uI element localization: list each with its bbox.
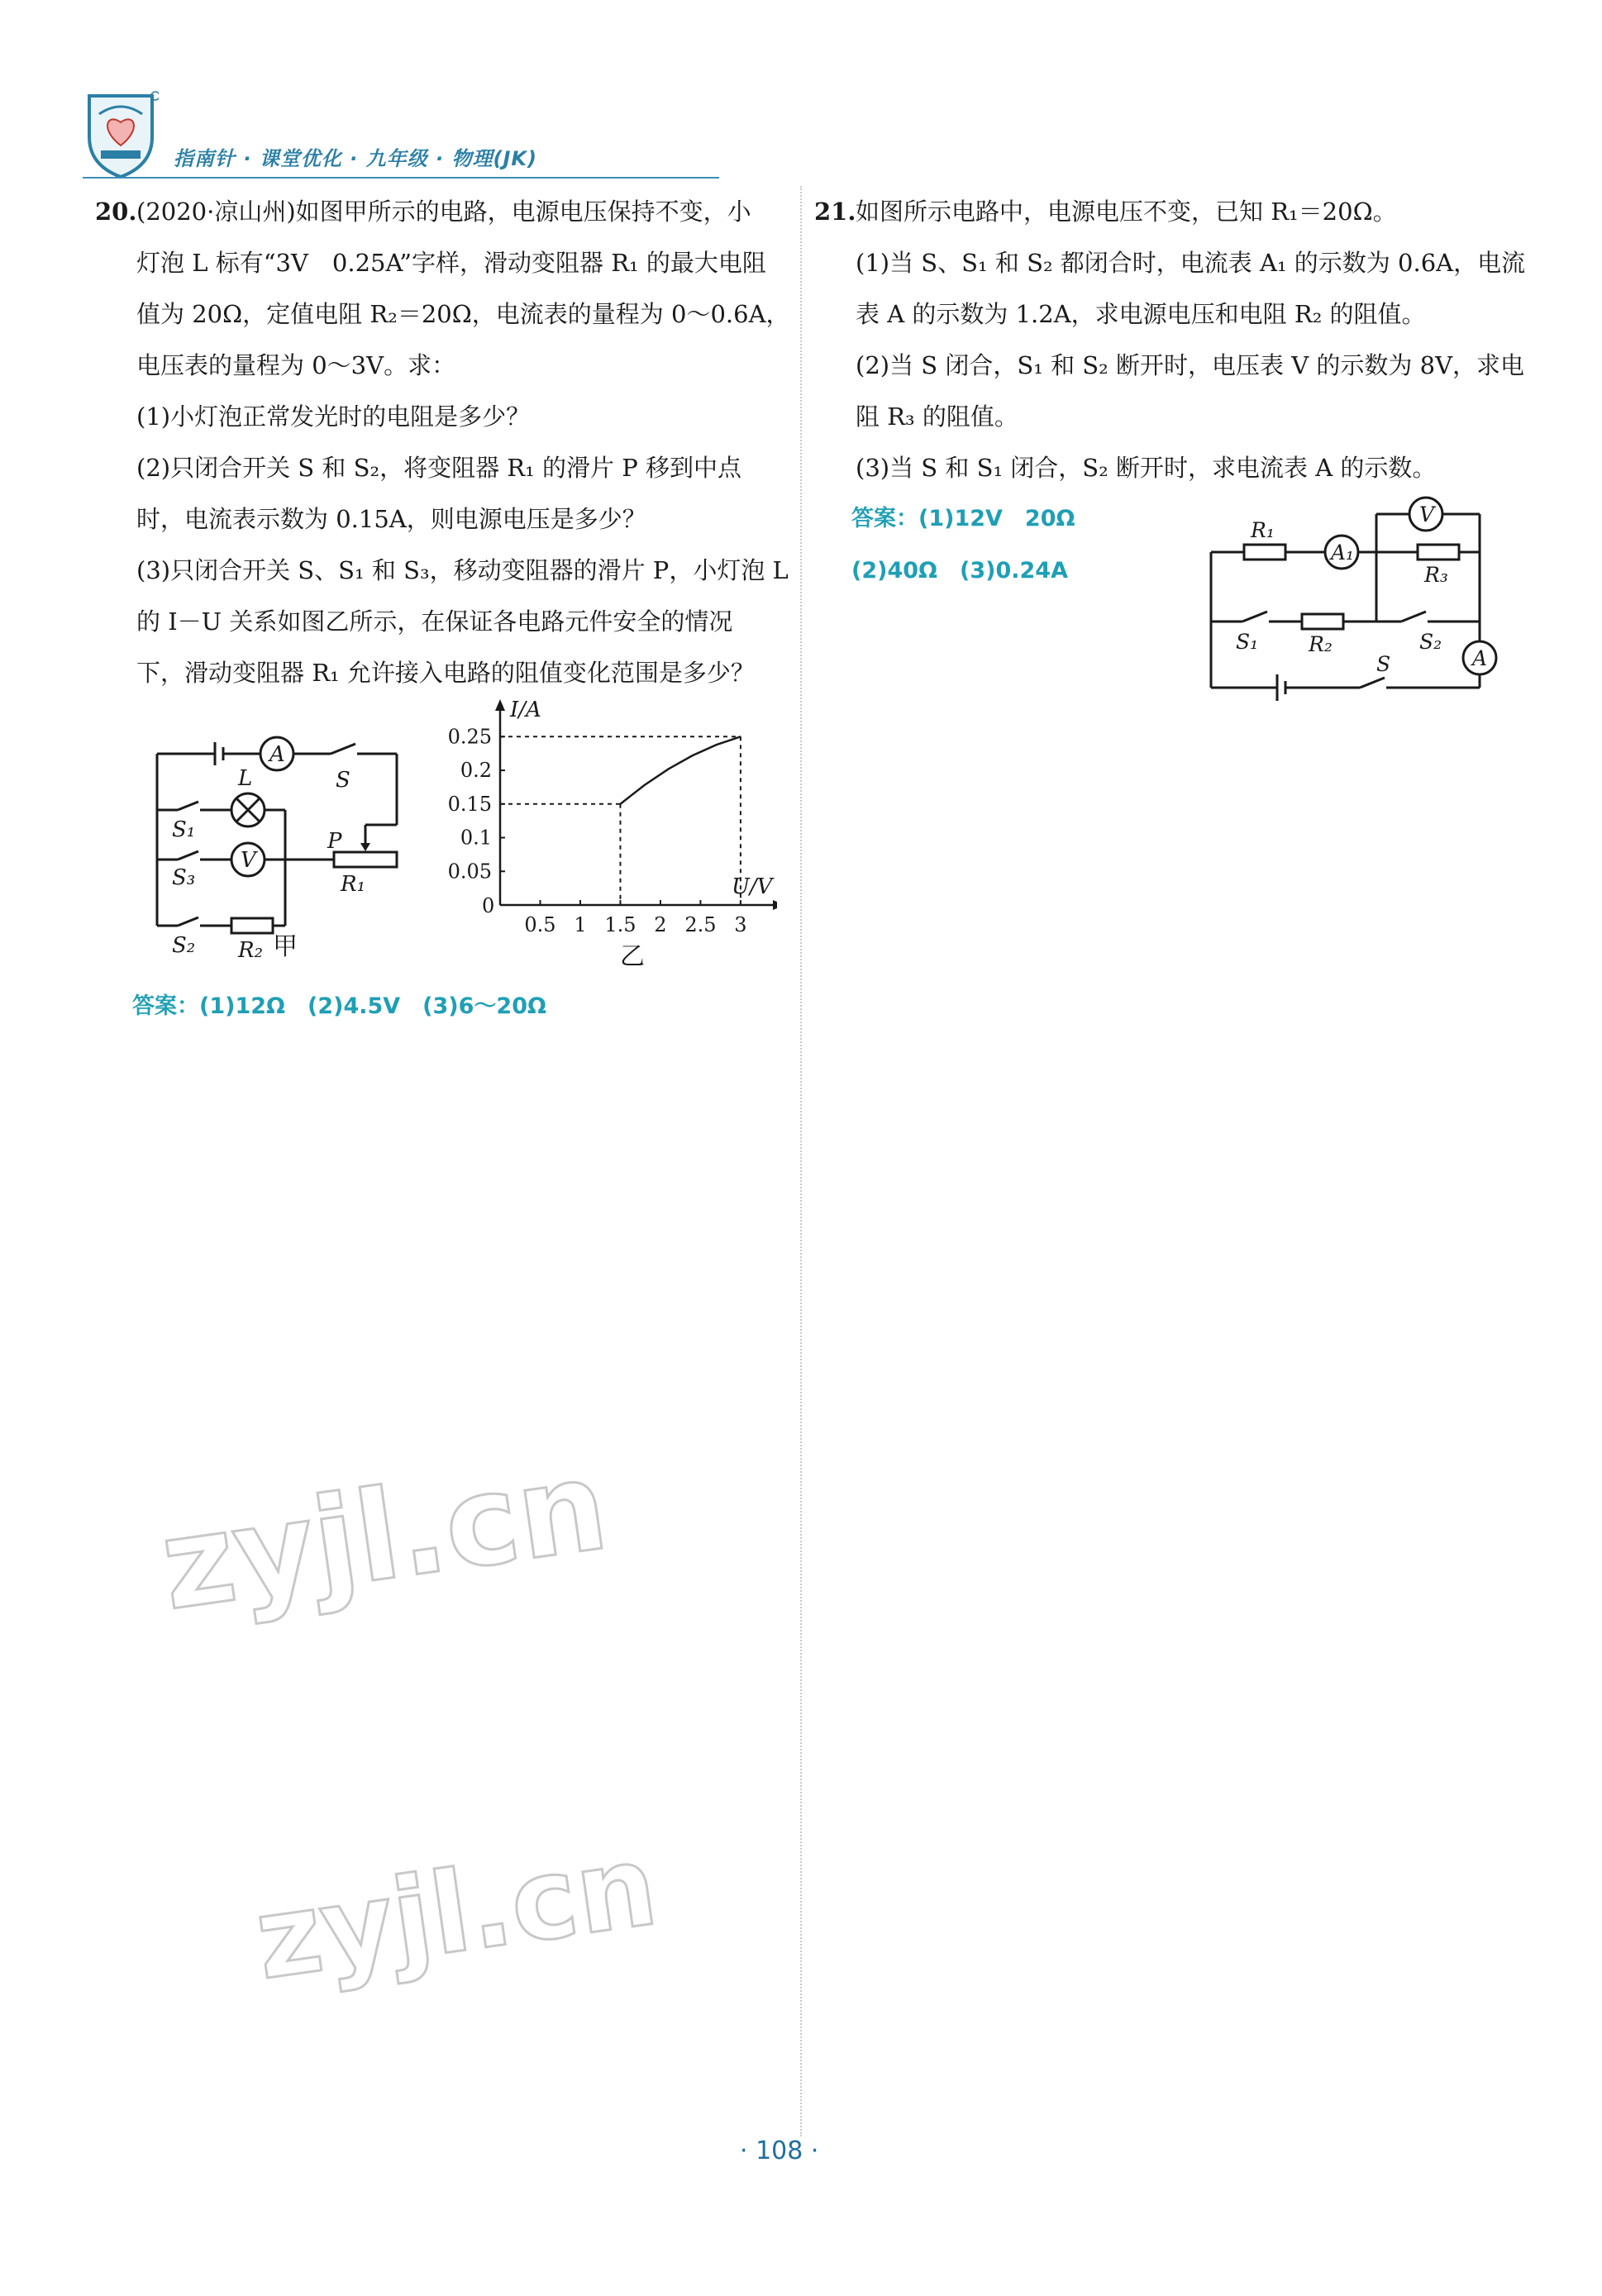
question-21-part-3: (3)当 S 和 S₁ 闭合，S₂ 断开时，求电流表 A 的示数。 [856, 454, 1437, 482]
question-20-number: 20. [95, 198, 137, 226]
x-tick-label: 2 [654, 913, 667, 936]
question-20-line: 电压表的量程为 0～3V。求： [136, 351, 456, 379]
question-21-answer: 答案：(1)12V 20Ω [851, 506, 1075, 531]
question-21-answer: (2)40Ω (3)0.24A [851, 558, 1068, 584]
question-21-number: 21. [814, 198, 856, 226]
ammeter-label: A [269, 742, 285, 767]
question-20-answer: 答案：(1)12Ω (2)4.5V (3)6～20Ω [132, 993, 546, 1019]
resistor-r2-label: R₂ [238, 938, 263, 963]
question-20-line: 时，电流表示数为 0.15A，则电源电压是多少？ [136, 505, 646, 533]
circuit-caption: 甲 [273, 932, 298, 961]
origin-label: 0 [482, 894, 495, 917]
question-20 [95, 186, 789, 715]
voltmeter-label: V [1419, 503, 1435, 526]
chart-caption: 乙 [620, 942, 645, 971]
question-20-line: 下，滑动变阻器 R₁ 允许接入电路的阻值变化范围是多少？ [136, 659, 755, 687]
x-axis-arrow [773, 900, 777, 910]
question-21 [814, 186, 1525, 500]
y-tick-label: 0.05 [447, 860, 492, 884]
switch-s1-label: S₁ [172, 817, 196, 842]
watermark: zyjl.cn [248, 1820, 665, 2005]
question-20-line: 值为 20Ω，定值电阻 R₂＝20Ω，电流表的量程为 0～0.6A， [136, 300, 790, 328]
resistor-r2-label: R₂ [1309, 632, 1333, 656]
question-20-line: 的 I－U 关系如图乙所示，在保证各电路元件安全的情况 [136, 607, 733, 636]
question-21-line: 表 A 的示数为 1.2A，求电源电压和电阻 R₂ 的阻值。 [856, 300, 1426, 328]
page-number: · 108 · [740, 2136, 819, 2165]
header-divider [83, 177, 719, 179]
lamp-label: L [238, 766, 253, 791]
x-axis-label: U/V [732, 874, 773, 899]
x-tick-label: 2.5 [684, 913, 717, 936]
x-tick-label: 1.5 [604, 913, 637, 936]
voltmeter-label: V [241, 848, 256, 873]
watermark: zyjl.cn [153, 1433, 616, 1639]
rheostat-r1-label: R₁ [341, 872, 365, 897]
ammeter-a1-label: A₁ [1331, 541, 1355, 564]
question-20-line: 灯泡 L 标有“3V 0.25A”字样，滑动变阻器 R₁ 的最大电阻 [136, 249, 766, 277]
x-tick-label: 1 [574, 913, 587, 936]
switch-s-label: S [1376, 652, 1391, 676]
y-axis-arrow [495, 699, 505, 711]
school-shield-logo-icon [83, 89, 159, 180]
y-axis-label: I/A [510, 698, 541, 722]
circuit-diagram-jia [149, 727, 413, 975]
switch-s2-label: S₂ [172, 933, 196, 958]
switch-s-label: S [336, 768, 350, 793]
switch-s3-label: S₃ [172, 865, 196, 890]
question-20-line: (2020·凉山州)如图甲所示的电路，电源电压保持不变，小 [136, 198, 751, 226]
y-tick-label: 0.2 [460, 759, 492, 783]
column-divider [800, 186, 802, 2136]
question-21-line: 如图所示电路中，电源电压不变，已知 R₁＝20Ω。 [856, 198, 1397, 226]
slider-p-label: P [327, 829, 342, 854]
y-tick-label: 0.1 [460, 826, 492, 850]
switch-s1-label: S₁ [1236, 630, 1259, 654]
x-tick-label: 3 [734, 913, 747, 936]
circuit-diagram-21 [1203, 496, 1513, 711]
iu-curve [620, 736, 740, 803]
question-20-part-3: (3)只闭合开关 S、S₁ 和 S₃，移动变阻器的滑片 P，小灯泡 L [136, 556, 789, 584]
iu-chart [430, 694, 777, 975]
question-21-part-1: (1)当 S、S₁ 和 S₂ 都闭合时，电流表 A₁ 的示数为 0.6A，电流 [856, 249, 1526, 277]
y-tick-label: 0.25 [447, 725, 492, 749]
ammeter-a-label: A [1472, 646, 1488, 670]
resistor-r1-label: R₁ [1251, 518, 1275, 542]
question-21-part-2: (2)当 S 闭合，S₁ 和 S₂ 断开时，电压表 V 的示数为 8V，求电 [856, 351, 1525, 379]
question-21-line: 阻 R₃ 的阻值。 [856, 403, 1018, 431]
resistor-r3-label: R₃ [1424, 563, 1448, 587]
x-tick-label: 0.5 [524, 913, 556, 936]
switch-s2-label: S₂ [1419, 630, 1442, 654]
y-tick-label: 0.15 [447, 792, 492, 816]
question-20-part-2: (2)只闭合开关 S 和 S₂，将变阻器 R₁ 的滑片 P 移到中点 [136, 454, 741, 482]
question-20-part-1: (1)小灯泡正常发光时的电阻是多少？ [136, 403, 531, 431]
header-title: 指南针 · 课堂优化 · 九年级 · 物理(JK) [174, 147, 537, 170]
